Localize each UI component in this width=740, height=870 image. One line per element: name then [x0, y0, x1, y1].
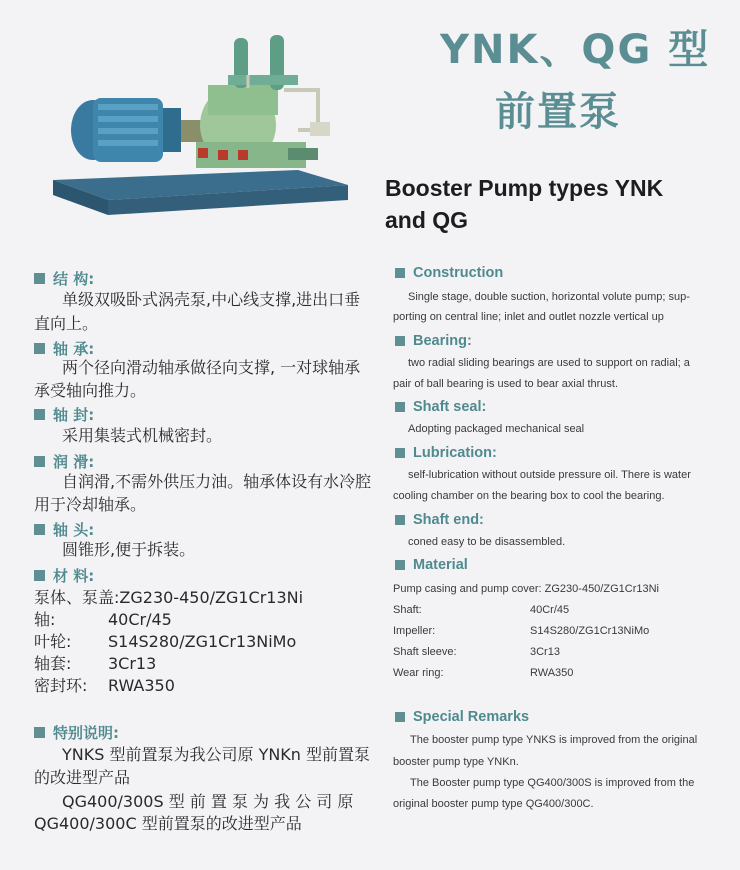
- en-construction-heading-text: Construction: [413, 265, 504, 281]
- en-material-label: Shaft:: [393, 604, 422, 616]
- cn-remarks-line4: QG400/300C 型前置泵的改进型产品: [34, 814, 302, 833]
- en-bearing-line2: pair of ball bearing is used to bear axial thrust.: [393, 378, 619, 390]
- cn-material-heading: [34, 565, 94, 586]
- cn-material-label: 叶轮:: [34, 632, 72, 651]
- en-shaft-end-heading-text: Shaft end:: [413, 512, 484, 528]
- bullet-square-icon: [34, 343, 45, 354]
- cn-bearing-line1: 两个径向滑动轴承做径向支撑, 一对球轴承: [62, 358, 361, 377]
- cn-construction-line1: 单级双吸卧式涡壳泵,中心线支撑,进出口垂: [62, 290, 361, 309]
- cn-material-value: S14S280/ZG1Cr13NiMo: [108, 632, 297, 651]
- en-title-line2: and QG: [385, 207, 469, 233]
- en-material-label: Pump casing and pump cover:: [393, 583, 542, 595]
- en-construction-heading: [395, 265, 503, 281]
- en-seal-heading: [395, 399, 486, 415]
- cn-bearing-heading-text: 轴 承:: [53, 340, 95, 358]
- en-remarks-heading: [395, 709, 529, 725]
- en-material-value: S14S280/ZG1Cr13NiMo: [530, 625, 650, 637]
- bullet-square-icon: [34, 727, 45, 738]
- bullet-square-icon: [34, 456, 45, 467]
- cn-material-value: RWA350: [108, 676, 175, 695]
- en-material-label: Shaft sleeve:: [393, 646, 457, 658]
- bullet-square-icon: [395, 448, 405, 458]
- cn-shaft-end-heading-text: 轴 头:: [53, 521, 95, 539]
- cn-lubrication-heading: [34, 451, 94, 472]
- cn-seal-line1: 采用集装式机械密封。: [62, 426, 223, 445]
- en-title: [385, 172, 730, 236]
- bullet-square-icon: [395, 336, 405, 346]
- cn-title-line2: 前置泵: [495, 89, 621, 135]
- en-bearing-line1: two radial sliding bearings are used to support on radial; a: [408, 357, 690, 369]
- en-material-value: RWA350: [530, 667, 574, 679]
- bullet-square-icon: [34, 524, 45, 535]
- bullet-square-icon: [34, 409, 45, 420]
- en-lubrication-heading: [395, 445, 497, 461]
- cn-material-row: [34, 652, 71, 676]
- bullet-square-icon: [34, 273, 45, 284]
- cn-title-line1: YNK、QG 型: [440, 27, 711, 73]
- cn-shaft-end-line1: 圆锥形,便于拆装。: [62, 540, 196, 559]
- en-seal-heading-text: Shaft seal:: [413, 399, 487, 415]
- cn-remarks-line2: 的改进型产品: [34, 768, 131, 787]
- cn-seal-heading-text: 轴 封:: [53, 406, 95, 424]
- en-bearing-heading-text: Bearing:: [413, 333, 472, 349]
- en-material-heading: [395, 557, 468, 573]
- cn-construction-heading-text: 结 构:: [53, 270, 95, 288]
- cn-seal-heading: [34, 404, 94, 425]
- en-title-line1: Booster Pump types YNK: [385, 175, 664, 201]
- cn-material-row: [34, 674, 87, 698]
- bullet-square-icon: [34, 570, 45, 581]
- pump-illustration: [48, 30, 358, 230]
- en-material-heading-text: Material: [413, 557, 468, 573]
- en-lubrication-line2: cooling chamber on the bearing box to cool the bearing.: [393, 490, 665, 502]
- cn-remarks-heading-text: 特别说明:: [53, 724, 119, 742]
- en-remarks-line4: original booster pump type QG400/300C.: [393, 798, 594, 810]
- en-shaft-end-heading: [395, 512, 484, 528]
- cn-remarks-heading: [34, 722, 119, 743]
- en-bearing-heading: [395, 333, 472, 349]
- cn-remarks-line3: QG400/300S 型 前 置 泵 为 我 公 司 原: [62, 792, 354, 811]
- cn-material-label: 密封环:: [34, 676, 88, 695]
- en-shaft-end-line1: coned easy to be disassembled.: [408, 536, 566, 548]
- en-remarks-line2: booster pump type YNKn.: [393, 756, 519, 768]
- cn-lubrication-heading-text: 润 滑:: [53, 453, 95, 471]
- cn-material-label: 轴套:: [34, 654, 72, 673]
- cn-lubrication-line1: 自润滑,不需外供压力油。轴承体设有水冷腔: [62, 472, 372, 491]
- cn-material-label: 轴:: [34, 610, 56, 629]
- bullet-square-icon: [395, 402, 405, 412]
- en-remarks-line3: The Booster pump type QG400/300S is improved from the: [410, 777, 695, 789]
- en-material-value: 3Cr13: [530, 646, 560, 658]
- bullet-square-icon: [395, 712, 405, 722]
- bullet-square-icon: [395, 560, 405, 570]
- en-seal-line1: Adopting packaged mechanical seal: [408, 423, 585, 435]
- en-material-value: ZG230-450/ZG1Cr13Ni: [544, 583, 659, 595]
- cn-material-row: [34, 586, 303, 610]
- en-lubrication-line1: self-lubrication without outside pressure oil. There is water: [408, 469, 691, 481]
- en-material-label: Wear ring:: [393, 667, 444, 679]
- bullet-square-icon: [395, 268, 405, 278]
- cn-shaft-end-heading: [34, 519, 94, 540]
- en-remarks-heading-text: Special Remarks: [413, 709, 530, 725]
- cn-bearing-line2: 承受轴向推力。: [34, 381, 147, 400]
- cn-construction-heading: [34, 268, 94, 289]
- en-material-value: 40Cr/45: [530, 604, 570, 616]
- cn-material-value: 40Cr/45: [108, 610, 172, 629]
- en-material-row: [393, 583, 659, 595]
- cn-lubrication-line2: 用于冷却轴承。: [34, 495, 147, 514]
- cn-material-heading-text: 材 料:: [53, 567, 95, 585]
- cn-material-value: ZG230-450/ZG1Cr13Ni: [119, 588, 304, 607]
- cn-material-row: [34, 630, 71, 654]
- en-material-label: Impeller:: [393, 625, 436, 637]
- cn-material-value: 3Cr13: [108, 654, 157, 673]
- cn-material-row: [34, 608, 55, 632]
- cn-construction-line2: 直向上。: [34, 314, 99, 333]
- en-remarks-line1: The booster pump type YNKS is improved from the original: [410, 734, 698, 746]
- en-lubrication-heading-text: Lubrication:: [413, 445, 497, 461]
- bullet-square-icon: [395, 515, 405, 525]
- cn-material-label: 泵体、泵盖:: [34, 588, 120, 607]
- en-construction-line1: Single stage, double suction, horizontal volute pump; sup-: [408, 291, 690, 303]
- en-construction-line2: porting on central line; inlet and outlet nozzle vertical up: [393, 311, 664, 323]
- cn-remarks-line1: YNKS 型前置泵为我公司原 YNKn 型前置泵: [62, 745, 371, 764]
